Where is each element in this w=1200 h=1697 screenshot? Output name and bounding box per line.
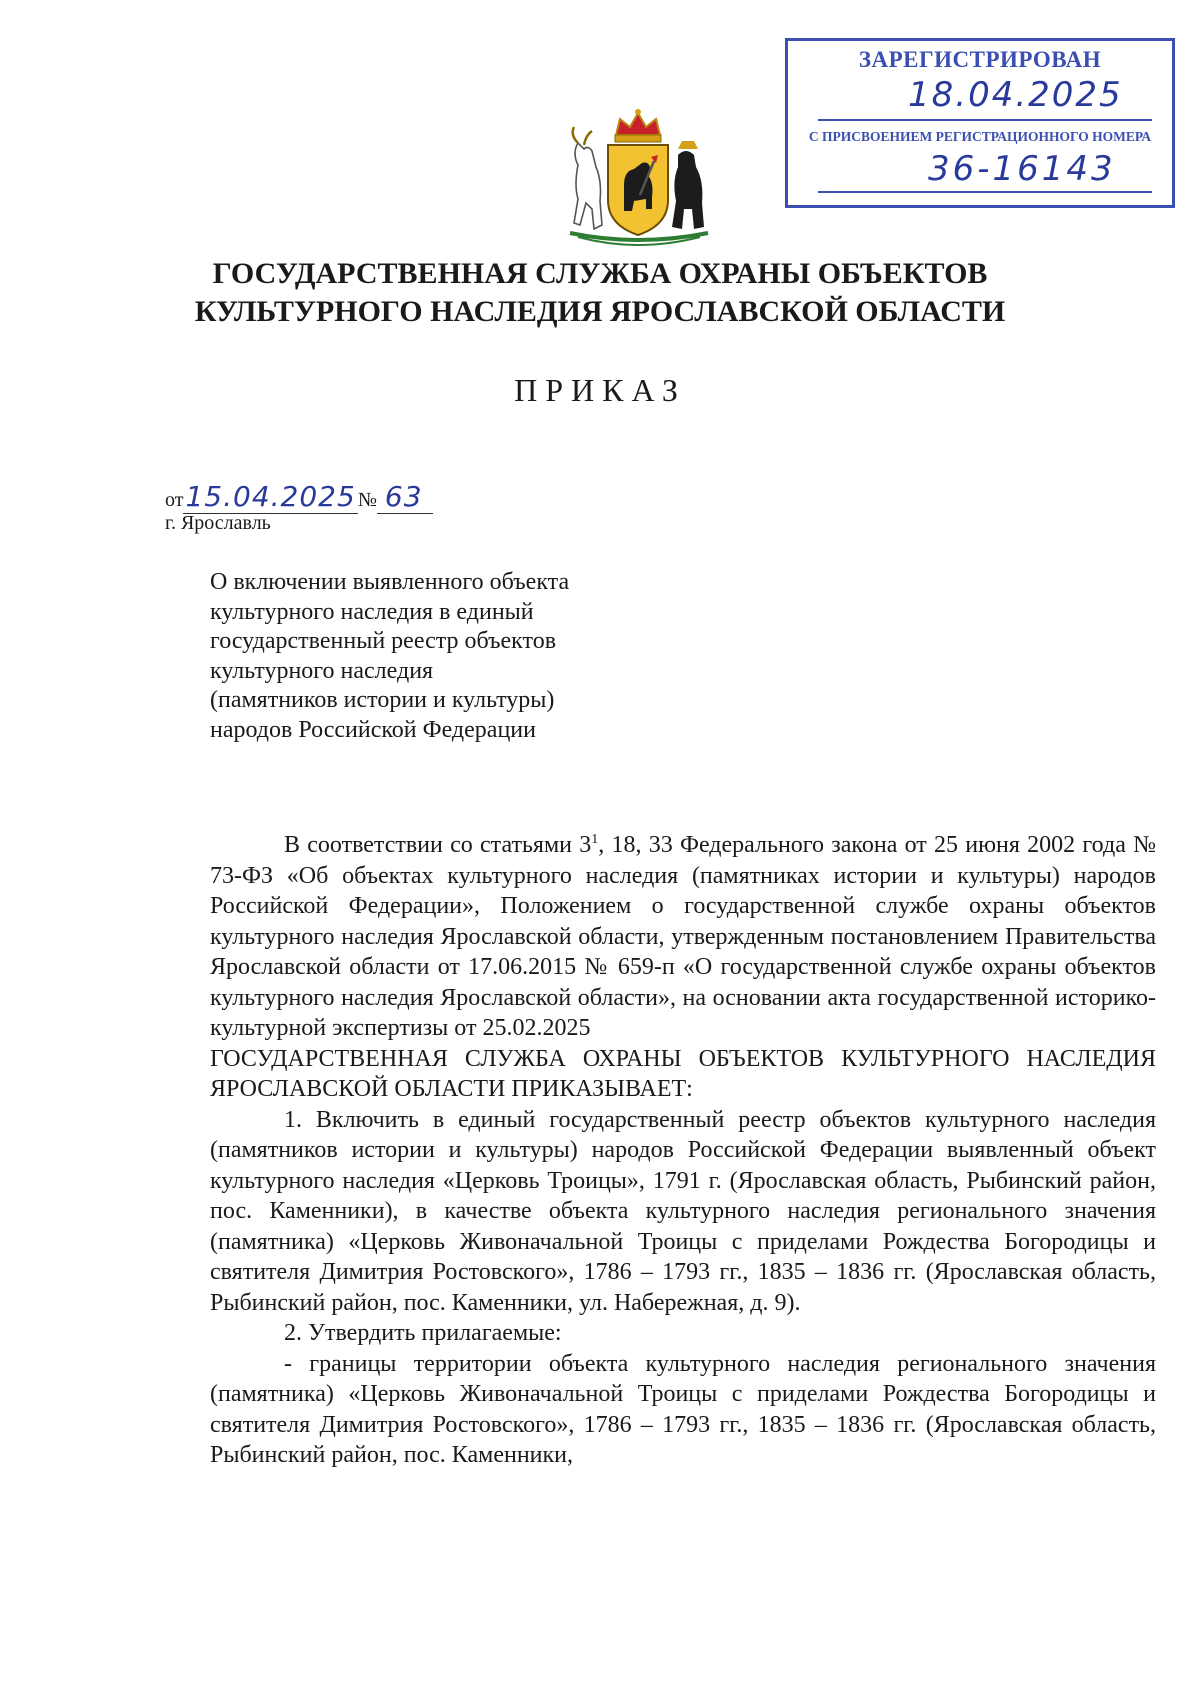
order-date-number-line: [165, 480, 433, 514]
from-label: от: [165, 489, 184, 511]
organization-name-line1: ГОСУДАРСТВЕННАЯ СЛУЖБА ОХРАНЫ ОБЪЕКТОВ: [212, 257, 988, 290]
stamp-registration-number: 36-16143: [928, 149, 1116, 189]
stamp-divider: [818, 191, 1152, 193]
document-type-title: ПРИКАЗ: [514, 372, 686, 408]
order-directive: ГОСУДАРСТВЕННАЯ СЛУЖБА ОХРАНЫ ОБЪЕКТОВ КУЛЬТУРНОГО НАСЛЕДИЯ ЯРОСЛАВСКОЙ ОБЛАСТИ ПРИКАЗЫВАЕТ:: [210, 1045, 1156, 1102]
subject-line: государственный реестр объектов: [210, 628, 557, 654]
coat-of-arms-icon: [558, 105, 718, 255]
number-label: №: [357, 489, 377, 511]
article-superscript: 1: [591, 832, 599, 847]
organization-name-line2: КУЛЬТУРНОГО НАСЛЕДИЯ ЯРОСЛАВСКОЙ ОБЛАСТИ: [194, 295, 1006, 328]
subject-line: (памятников истории и культуры): [210, 687, 555, 713]
order-item-1: 1. Включить в единый государственный реестр объектов культурного наследия (памятников истории и культуры) народов Российской Федерации выявленный объект культурного наследия «Церковь Троицы», 1791 г. (Ярославская область, Рыбинский район, пос. Каменники), в качестве объекта культурного наследия регионального значения (памятника) «Церковь Живоначальной Троицы с приделами Рождества Богородицы и святителя Димитрия Ростовского», 1786 – 1793 гг., 1835 – 1836 гг. (Ярославская область, Рыбинский район, пос. Каменники, ул. Набережная, д. 9).: [210, 1106, 1156, 1316]
subject-line: О включении выявленного объекта: [210, 569, 570, 595]
stamp-divider: [818, 119, 1152, 121]
preamble-rest: , 18, 33 Федерального закона от 25 июня 2002 года № 73-ФЗ «Об объектах культурного наследия (памятниках истории и культуры) народов Российской Федерации», Положением о государственной службе охраны объектов культурного наследия Ярославской области, утвержденным постановлением Правительства Ярославской области от 17.06.2015 № 659-п «О государственной службе охраны объектов культурного наследия Ярославской области», на основании акта государственной историко-культурной экспертизы от 25.02.2025: [210, 832, 1156, 1041]
registration-stamp: [785, 38, 1175, 208]
city-label: г. Ярославль: [165, 512, 271, 534]
preamble-start: В соответствии со статьями 3: [284, 832, 592, 858]
subject-line: культурного наследия: [210, 657, 434, 684]
preamble-paragraph: [210, 830, 1156, 1044]
order-item-2: 2. Утвердить прилагаемые:: [284, 1320, 562, 1346]
order-number: 63: [377, 480, 433, 514]
subject-line: народов Российской Федерации: [210, 716, 536, 743]
order-item-2-subitem: - границы территории объекта культурного наследия регионального значения (памятника) «Церковь Живоначальной Троицы с приделами Рождества Богородицы и святителя Димитрия Ростовского», 1786 – 1793 гг., 1835 – 1836 гг. (Ярославская область, Рыбинский район, пос. Каменники,: [210, 1350, 1156, 1468]
order-body: [210, 830, 1156, 1471]
stamp-title: ЗАРЕГИСТРИРОВАН: [858, 47, 1102, 72]
stamp-subtitle: С ПРИСВОЕНИЕМ РЕГИСТРАЦИОННОГО НОМЕРА: [808, 129, 1152, 144]
order-subject: [210, 568, 569, 745]
subject-line: культурного наследия в единый: [210, 598, 534, 625]
order-date: 15.04.2025: [185, 480, 356, 513]
stamp-date: 18.04.2025: [908, 75, 1123, 115]
